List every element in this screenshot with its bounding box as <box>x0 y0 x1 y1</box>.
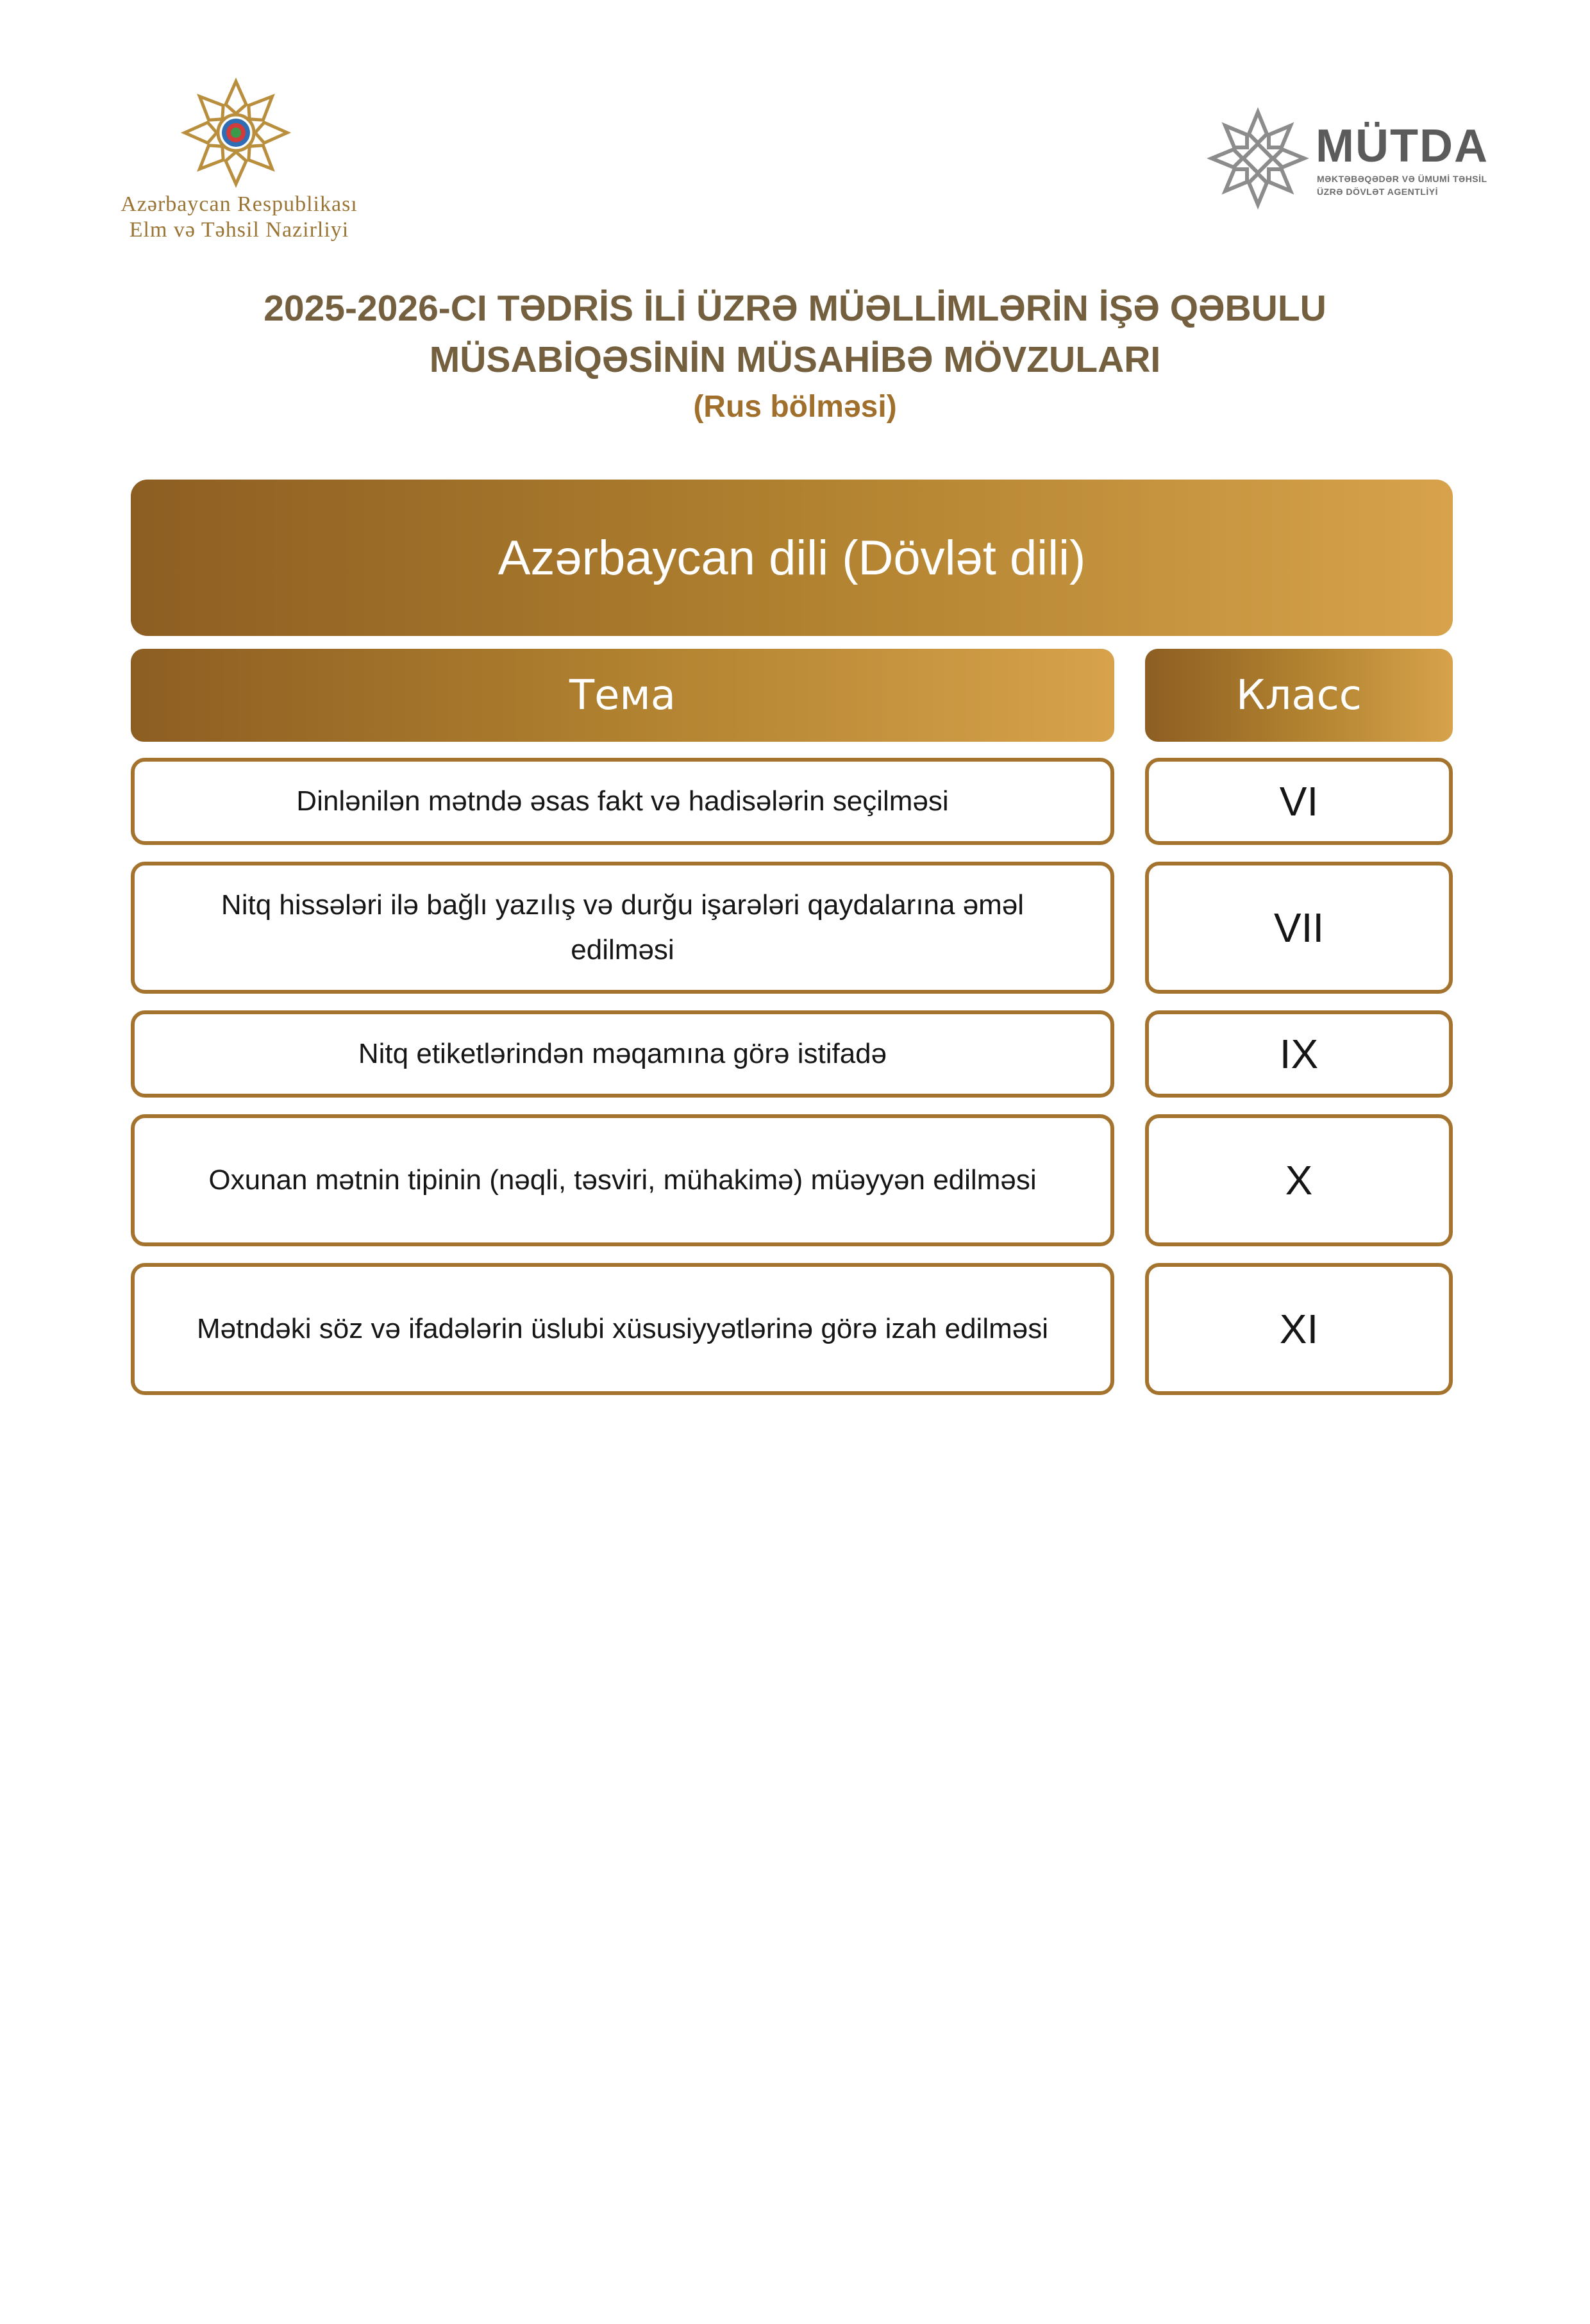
page-title-line1: 2025-2026-CI TƏDRİS İLİ ÜZRƏ MÜƏLLİMLƏRİN İŞƏ QƏBULU <box>264 288 1326 329</box>
subject-banner: Azərbaycan dili (Dövlət dili) <box>131 480 1453 636</box>
grade-cell-1: VI <box>1145 758 1453 845</box>
agency-logo <box>1205 106 1507 215</box>
ministry-emblem-icon <box>175 72 297 194</box>
grade-cell-4: X <box>1145 1114 1453 1246</box>
topic-cell-4: Oxunan mətnin tipinin (nəqli, təsviri, mühakimə) müəyyən edilməsi <box>131 1114 1114 1246</box>
topic-cell-3: Nitq etiketlərindən məqamına görə istifadə <box>131 1010 1114 1098</box>
ministry-logo <box>76 72 403 251</box>
agency-subtitle-line2: ÜZRƏ DÖVLƏT AGENTLİYİ <box>1317 187 1438 197</box>
topic-cell-1: Dinlənilən mətndə əsas fakt və hadisələrin seçilməsi <box>131 758 1114 845</box>
agency-subtitle-line1: MƏKTƏBƏQƏDƏR VƏ ÜMUMİ TƏHSİL <box>1317 174 1487 184</box>
page-subtitle: (Rus bölməsi) <box>693 390 897 424</box>
grade-cell-2: VII <box>1145 862 1453 994</box>
agency-snowflake-icon <box>1205 106 1311 212</box>
column-header-topic: Тема <box>131 649 1114 742</box>
grade-cell-3: IX <box>1145 1010 1453 1098</box>
grade-cell-5: XI <box>1145 1263 1453 1395</box>
topic-cell-2: Nitq hissələri ilə bağlı yazılış və durğu işarələri qaydalarına əməl edilməsi <box>131 862 1114 994</box>
page-title-line2: MÜSABİQƏSİNİN MÜSAHİBƏ MÖVZULARI <box>429 339 1161 380</box>
topic-cell-5: Mətndəki söz və ifadələrin üslubi xüsusiyyətlərinə görə izah edilməsi <box>131 1263 1114 1395</box>
ministry-name-line1: Azərbaycan Respublikası <box>121 192 358 216</box>
ministry-name-line2: Elm və Təhsil Nazirliyi <box>129 218 349 242</box>
agency-name: MÜTDA <box>1316 121 1489 172</box>
column-header-grade: Класс <box>1145 649 1453 742</box>
